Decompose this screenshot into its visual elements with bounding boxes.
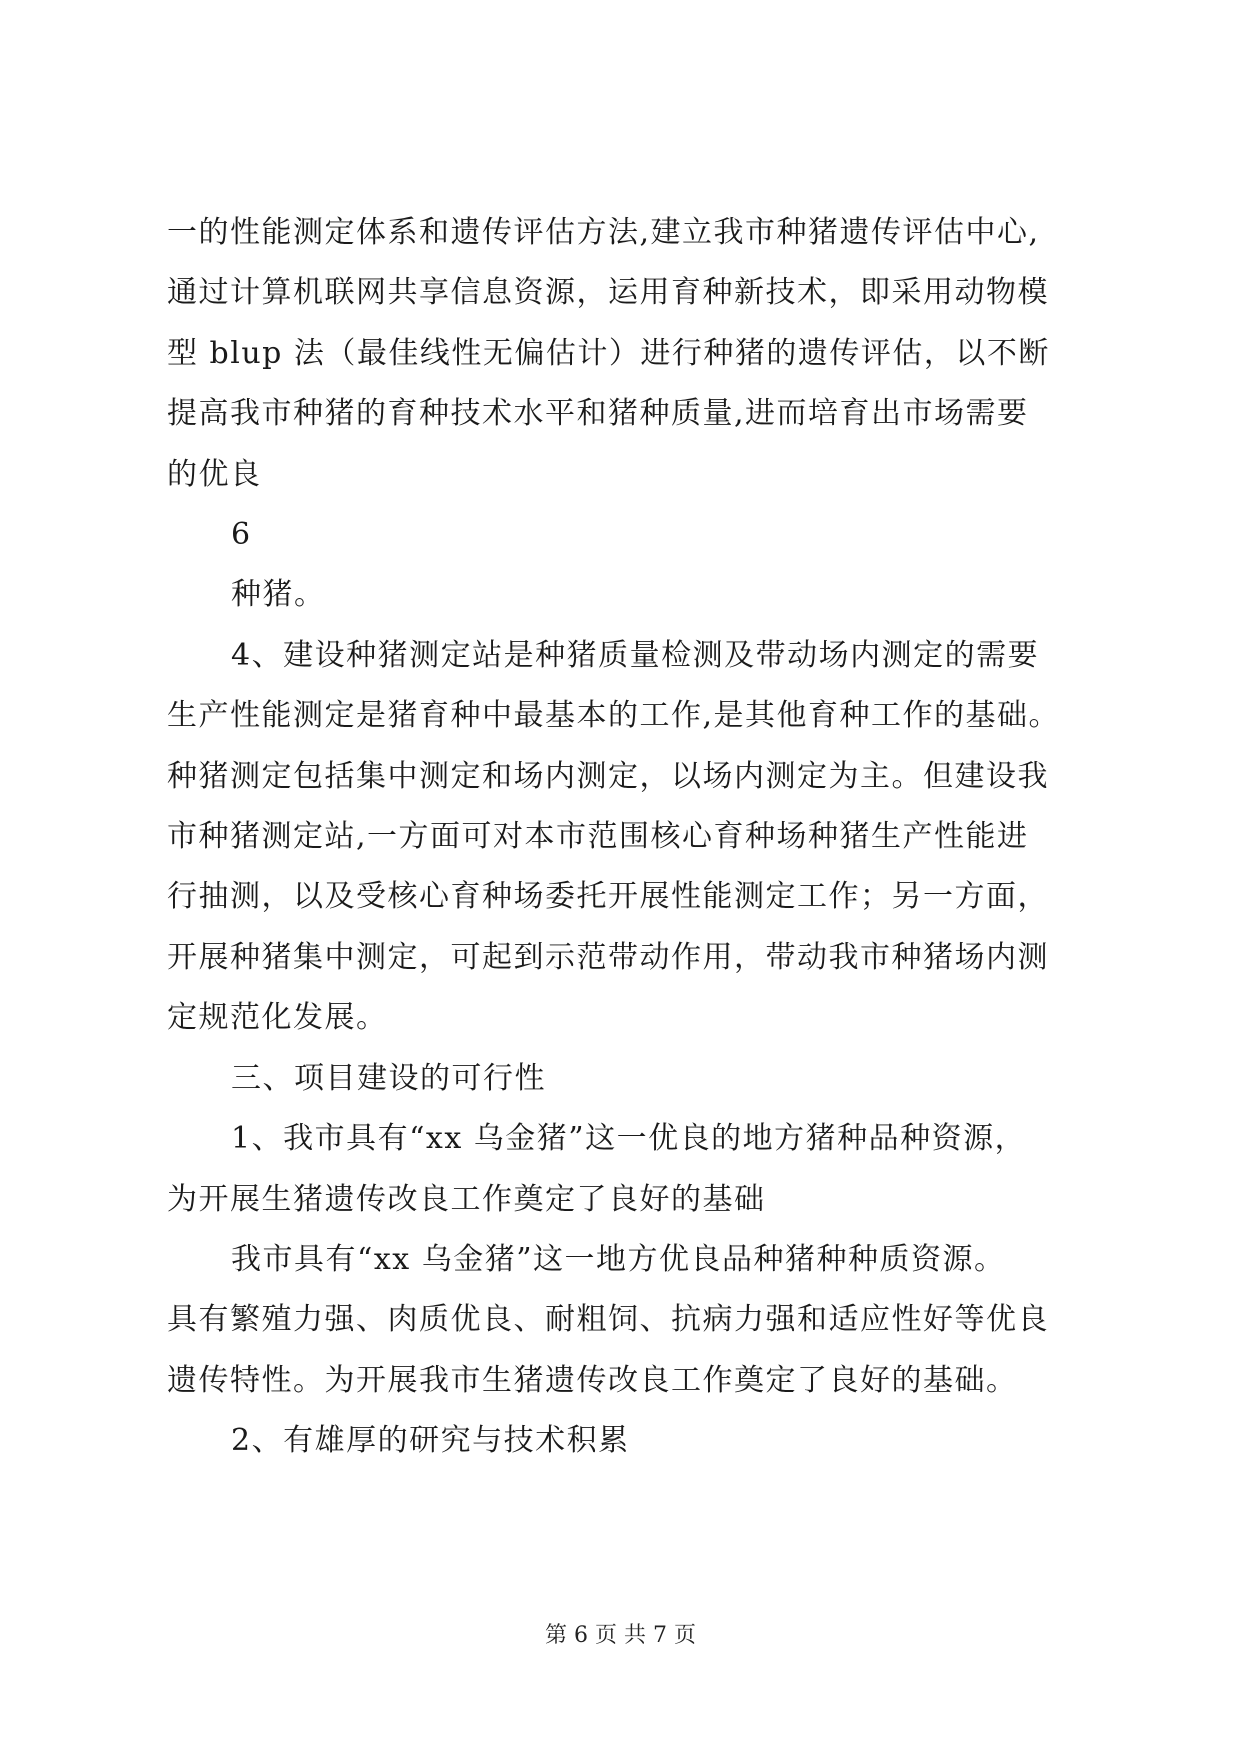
text-line-5: 的优良 bbox=[167, 457, 262, 492]
text-line-10: 行抽测，以及受核心育种场委托开展性能测定工作；另一方面， bbox=[167, 879, 1049, 914]
text-line-3: 型 blup 法（最佳线性无偏估计）进行种猪的遗传评估，以不断 bbox=[167, 336, 1050, 371]
section-heading-4: 4、建设种猪测定站是种猪质量检测及带动场内测定的需要 bbox=[231, 638, 1040, 673]
text-line-16: 遗传特性。为开展我市生猪遗传改良工作奠定了良好的基础。 bbox=[167, 1363, 1018, 1398]
text-line-2: 通过计算机联网共享信息资源，运用育种新技术，即采用动物模 bbox=[167, 275, 1049, 310]
subheading-1: 1、我市具有“xx 乌金猪”这一优良的地方猪种品种资源， bbox=[231, 1121, 1027, 1156]
text-line-4: 提高我市种猪的育种技术水平和猪种质量,进而培育出市场需要 bbox=[167, 396, 1029, 431]
text-line-11: 开展种猪集中测定，可起到示范带动作用，带动我市种猪场内测 bbox=[167, 940, 1049, 975]
text-line-13: 为开展生猪遗传改良工作奠定了良好的基础 bbox=[167, 1182, 766, 1217]
text-line-6: 种猪。 bbox=[231, 577, 326, 612]
text-line-7: 生产性能测定是猪育种中最基本的工作,是其他育种工作的基础。 bbox=[167, 698, 1061, 733]
page-footer: 第 6 页 共 7 页 bbox=[545, 1623, 696, 1648]
text-line-9: 市种猪测定站,一方面可对本市范围核心育种场种猪生产性能进 bbox=[167, 819, 1029, 854]
section-heading-3: 三、项目建设的可行性 bbox=[231, 1061, 546, 1096]
text-line-8: 种猪测定包括集中测定和场内测定，以场内测定为主。但建设我 bbox=[167, 759, 1049, 794]
page-number-inline: 6 bbox=[231, 517, 252, 552]
text-line-15: 具有繁殖力强、肉质优良、耐粗饲、抗病力强和适应性好等优良 bbox=[167, 1302, 1049, 1337]
text-line-1: 一的性能测定体系和遗传评估方法,建立我市种猪遗传评估中心, bbox=[167, 215, 1040, 250]
subheading-2: 2、有雄厚的研究与技术积累 bbox=[231, 1423, 630, 1458]
text-line-14: 我市具有“xx 乌金猪”这一地方优良品种猪种种质资源。 bbox=[231, 1242, 1006, 1277]
text-line-12: 定规范化发展。 bbox=[167, 1000, 388, 1035]
